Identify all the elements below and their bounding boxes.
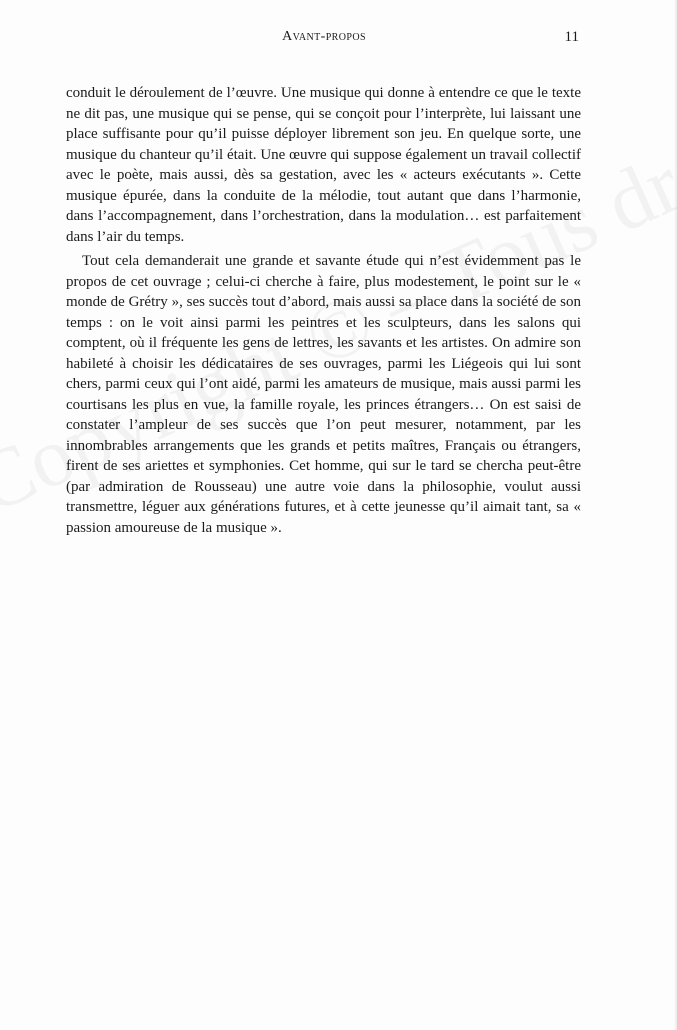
body-text xyxy=(66,83,581,538)
running-title: Avant-propos xyxy=(282,29,366,44)
paragraph-2: Tout cela demanderait une grande et savante étude qui n’est évidemment pas le propos de cet ouvrage ; celui-ci cherche à faire, plus modestement, le point sur le « monde de Grétry », ses succès tout d’abord, mais aussi sa place dans la société de son temps : on le voit ainsi parmi les peintres et les sculpteurs, dans les salons qui comptent, où il fréquente les gens de lettres, les savants et les artistes. On admire son habileté à choisir les dédicataires de ses ouvrages, parmi les Liégeois qui lui sont chers, parmi ceux qui l’ont aidé, parmi les amateurs de musique, mais aussi parmi les courtisans les plus en vue, la famille royale, les princes étrangers… On est saisi de constater l’ampleur de ses succès que l’on peut mesurer, notamment, par les innombrables arrangements que les grands et petits maîtres, Français ou étrangers, firent de ses ariettes et symphonies. Cet homme, qui sur le tard se chercha peut-être (par admiration de Rousseau) une autre voie dans la philosophie, voulut aussi transmettre, léguer aux générations futures, et à cette jeunesse qu’il aimait tant, sa « passion amoureuse de la musique ». xyxy=(66,253,581,536)
running-header xyxy=(0,29,677,51)
paragraph-1: conduit le déroulement de l’œuvre. Une musique qui donne à entendre ce que le texte ne dit pas, une musique qui se pense, qui se conçoit pour l’interprète, lui laissant une place suffisante pour qu’il puisse déployer librement son jeu. En quelque sorte, une musique du chanteur qu’il était. Une œuvre qui suppose également un travail collectif avec le poète, mais aussi, dès sa gestation, avec les « acteurs exécutants ». Cette musique épurée, dans la conduite de la mélodie, tout autant que dans l’harmonie, dans l’accompagnement, dans l’orchestration, dans la modulation… est parfaitement dans l’air du temps. xyxy=(66,85,581,245)
page-number: 11 xyxy=(564,29,579,45)
